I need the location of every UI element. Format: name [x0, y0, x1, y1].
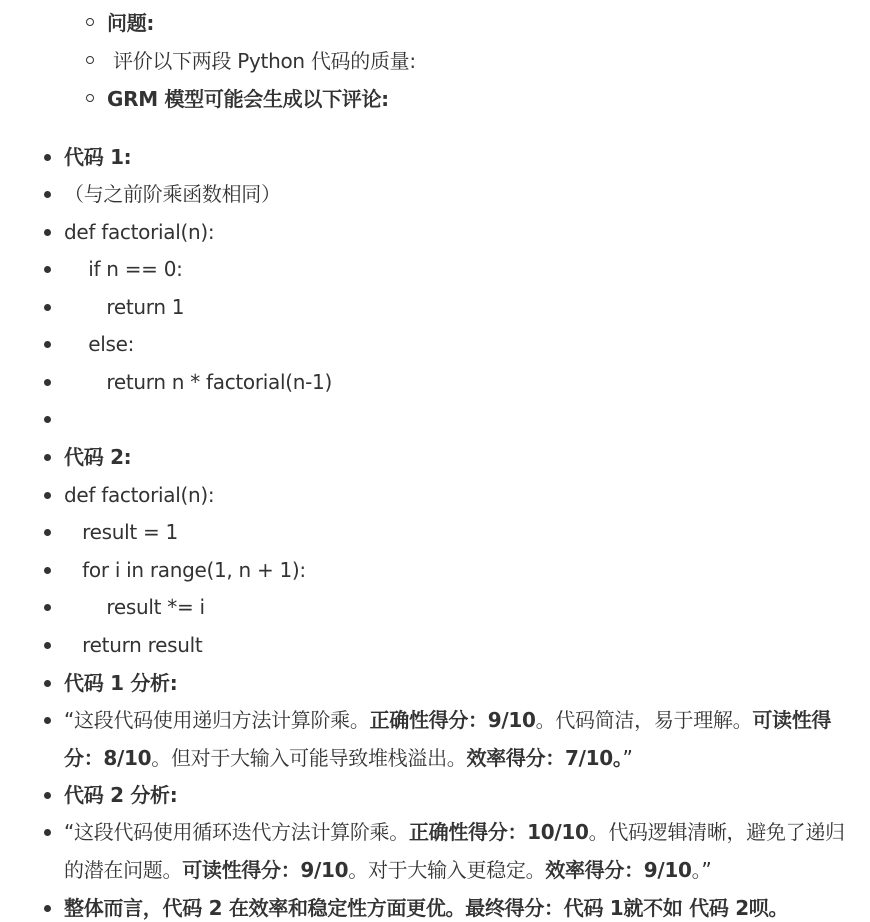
analysis2-heading: 代码 2 分析: [64, 783, 178, 807]
bullet-icon [44, 680, 51, 687]
bullet-icon [44, 717, 51, 724]
analysis1-text [64, 701, 834, 777]
bullet-icon [44, 829, 51, 836]
bullet-icon [44, 154, 51, 161]
bullet-icon [44, 642, 51, 649]
question-label: 问题: [107, 11, 155, 35]
bullet-icon [44, 492, 51, 499]
bullet-icon [44, 567, 51, 574]
code1-note-item [44, 175, 844, 213]
code2-line-5: return result [64, 633, 203, 657]
code1-line-5: return n * factorial(n-1) [64, 370, 332, 394]
bullet-icon [44, 604, 51, 611]
analysis2-comment [44, 813, 850, 889]
code2-heading: 代码 2: [64, 445, 132, 469]
code1-line-3: return 1 [64, 295, 185, 319]
analysis2-t2: 。代码逻辑清晰，避免了递归的潜在问题。 [64, 820, 845, 882]
analysis1-t1: “这段代码使用递归方法计算阶乘。 [64, 708, 370, 732]
circle-bullet-icon [86, 18, 94, 26]
code-line [44, 551, 844, 589]
bullet-icon [44, 266, 51, 273]
circle-bullet-icon [86, 94, 94, 102]
analysis2-heading-item [44, 776, 844, 814]
code1-heading-item [44, 138, 844, 176]
bullet-icon [44, 416, 51, 423]
bullet-icon [44, 304, 51, 311]
code-line [44, 213, 844, 251]
analysis2-text [64, 813, 850, 889]
grm-label: GRM 模型可能会生成以下评论: [107, 87, 389, 111]
code1-heading: 代码 1: [64, 145, 132, 169]
bullet-icon [44, 454, 51, 461]
analysis1-comment [44, 701, 834, 777]
analysis1-correctness: 正确性得分：9/10 [369, 708, 536, 732]
question-prompt: 评价以下两段 Python 代码的质量: [113, 49, 416, 73]
analysis2-efficiency: 效率得分：9/10 [545, 858, 692, 882]
code1-line-4: else: [64, 332, 135, 356]
code-line [44, 325, 844, 363]
bullet-icon [44, 191, 51, 198]
code-line [44, 363, 844, 401]
code1-note: （与之前阶乘函数相同） [64, 182, 281, 206]
bullet-icon [44, 792, 51, 799]
bullet-icon [44, 905, 51, 912]
bullet-icon [44, 341, 51, 348]
analysis2-t1: “这段代码使用循环迭代方法计算阶乘。 [64, 820, 409, 844]
analysis2-t4: 。” [691, 858, 712, 882]
bullet-icon [44, 529, 51, 536]
code2-line-2: result = 1 [64, 520, 178, 544]
code2-line-1: def factorial(n): [64, 483, 215, 507]
bullet-icon [44, 229, 51, 236]
code-line [44, 476, 844, 514]
code2-heading-item [44, 438, 844, 476]
analysis1-readability: 可读性得分：8/10 [64, 708, 832, 770]
analysis1-t4: ” [622, 746, 633, 770]
code1-line-1: def factorial(n): [64, 220, 215, 244]
code-line [44, 588, 844, 626]
summary-text: 整体而言，代码 2 在效率和稳定性方面更优。最终得分：代码 1就不如 代码 2呗。 [64, 896, 789, 920]
bullet-icon [44, 379, 51, 386]
code-line [44, 288, 844, 326]
analysis1-t3: 。但对于大输入可能导致堆栈溢出。 [151, 746, 467, 770]
analysis2-correctness: 正确性得分：10/10 [408, 820, 589, 844]
analysis1-heading: 代码 1 分析: [64, 671, 178, 695]
code-line [44, 250, 844, 288]
circle-bullet-icon [86, 56, 94, 64]
analysis1-t2: 。代码简洁，易于理解。 [535, 708, 753, 732]
analysis2-readability: 可读性得分：9/10 [182, 858, 349, 882]
code2-line-3: for i in range(1, n + 1): [64, 558, 306, 582]
code-line [44, 626, 844, 664]
code1-line-2: if n == 0: [64, 257, 183, 281]
analysis2-t3: 。对于大输入更稳定。 [348, 858, 546, 882]
summary-item [44, 889, 864, 922]
code2-line-4: result *= i [64, 595, 205, 619]
code-line [44, 513, 844, 551]
analysis1-efficiency: 效率得分：7/10。 [466, 746, 623, 770]
analysis1-heading-item [44, 664, 844, 702]
